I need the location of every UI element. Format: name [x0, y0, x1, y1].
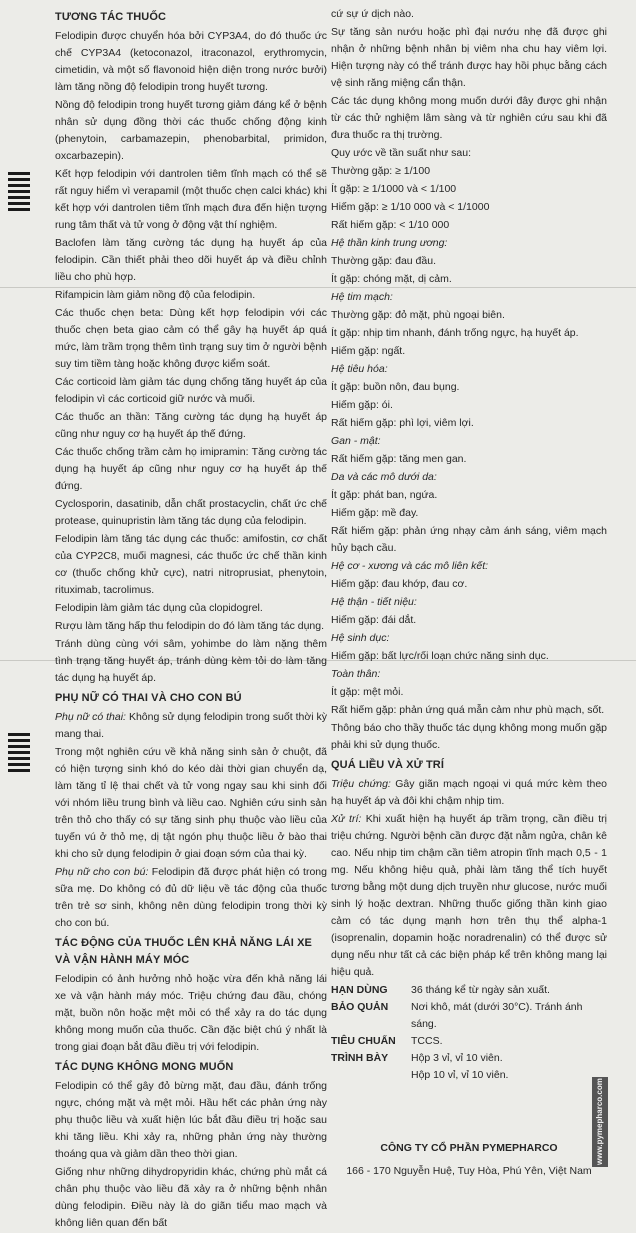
spec-label: HẠN DÙNG [331, 983, 388, 996]
spec-row [331, 1050, 607, 1067]
company-name: CÔNG TY CỔ PHẦN PYMEPHARCO [380, 1141, 558, 1154]
effect-line: Hiếm gặp: mề đay. [331, 507, 419, 519]
effect-line: Ít gặp: buồn nôn, đau bụng. [331, 381, 460, 393]
pack-extra: Hộp 10 vỉ, vỉ 10 viên. [411, 1068, 509, 1081]
continued-paragraph: Sự tăng sản nướu hoặc phì đại nướu nhẹ đã được ghi nhận ở những bệnh nhân bị viêm nha chu hay viêm lợi. Hiện tượng này có thể tránh được hay hồi phục bằng cách vệ sinh răng miệng cẩn thận. [331, 26, 607, 89]
system-heading: Hệ tim mạch: [331, 291, 393, 303]
effect-line: Hiếm gặp: ngất. [331, 345, 406, 357]
effect-line: Rất hiếm gặp: phản ứng nhạy cảm ánh sáng, viêm mạch hủy bạch cầu. [331, 525, 607, 554]
interaction-paragraph: Baclofen làm tăng cường tác dụng hạ huyết áp của felodipin. Cần thiết phải theo dõi huyết áp và điều chỉnh liều cho phù hợp. [55, 236, 327, 283]
report-note: Thông báo cho thầy thuốc tác dụng không mong muốn gặp phải khi sử dụng thuốc. [331, 722, 607, 751]
right-column [331, 6, 607, 1180]
effect-line: Rất hiếm gặp: tăng men gan. [331, 453, 467, 465]
spec-value: TCCS. [411, 1034, 443, 1047]
effect-line: Ít gặp: nhịp tim nhanh, đánh trống ngực, hạ huyết áp. [331, 327, 579, 339]
continued-paragraph: cứ sự ứ dịch nào. [331, 8, 414, 20]
frequency-item: Hiếm gặp: ≥ 1/10 000 và < 1/1000 [331, 201, 490, 213]
website-label: www.pymepharco.com [592, 1077, 608, 1167]
interaction-paragraph: Các thuốc an thần: Tăng cường tác dụng hạ huyết áp cũng như nguy cơ hạ huyết áp thế đứng. [55, 410, 327, 440]
effect-line: Hiếm gặp: ói. [331, 399, 393, 411]
adverse-paragraph: Giống như những dihydropyridin khác, chứng phù mắt cá chân phụ thuộc vào liều đã xảy ra ở những bệnh nhân dùng felodipin. Điều này là do giãn tiểu mao mạch và không liên quan đến bất [55, 1166, 327, 1230]
frequency-list [331, 163, 607, 234]
interaction-paragraph: Các thuốc chẹn beta: Dùng kết hợp felodipin với các thuốc chẹn beta giao cảm có thể gây hạ huyết áp quá mức, làm trầm trọng thêm tình trạng suy tim ở người bệnh suy tim tiềm tàng hoặc không được kiểm soát. [55, 306, 327, 370]
interaction-paragraph: Felodipin làm giảm tác dụng của clopidogrel. [55, 601, 263, 614]
system-heading: Hệ cơ - xương và các mô liên kết: [331, 560, 489, 572]
adverse-heading: TÁC DỤNG KHÔNG MONG MUỐN [55, 1061, 234, 1074]
pregnancy-heading: PHỤ NỮ CÓ THAI VÀ CHO CON BÚ [55, 691, 242, 704]
interaction-paragraph: Tránh dùng cùng với sâm, yohimbe do làm nặng thêm tình trạng tăng huyết áp, tránh dùng kèm tỏi do làm tăng tác dụng hạ huyết áp. [55, 637, 327, 684]
spec-row [331, 1033, 607, 1050]
nursing-paragraph: Phụ nữ cho con bú: Felodipin đã được phát hiện có trong sữa mẹ. Do không có đủ dữ liệu về tác động của thuốc trên trẻ sơ sinh, không nên dùng felodipin trong thời kỳ cho con bú. [55, 865, 327, 929]
effect-line: Ít gặp: mệt mỏi. [331, 686, 404, 698]
driving-heading: TÁC ĐỘNG CỦA THUỐC LÊN KHẢ NĂNG LÁI XE VÀ VẬN HÀNH MÁY MÓC [55, 936, 312, 967]
interaction-paragraph: Rượu làm tăng hấp thu felodipin do đó làm tăng tác dụng. [55, 619, 325, 632]
system-heading: Hệ thần kinh trung ương: [331, 237, 448, 249]
effect-line: Hiếm gặp: đái dắt. [331, 614, 417, 626]
continued-paragraph: Các tác dụng không mong muốn dưới đây được ghi nhận từ các thử nghiệm lâm sàng và từ nghiên cứu sau khi đã đưa thuốc ra thị trường. [331, 95, 607, 141]
effect-line: Hiếm gặp: bất lực/rối loạn chức năng sinh dục. [331, 650, 549, 662]
frequency-item: Rất hiếm gặp: < 1/10 000 [331, 219, 450, 231]
interaction-paragraph: Felodipin làm tăng tác dụng các thuốc: amifostin, cơ chất của CYP2C8, muối magnesi, các thuốc ức chế thần kinh cơ (thuốc chống khử cực), natri nitroprusiat, phenytoin, rituximab, tacrolimus. [55, 532, 327, 596]
spec-value: Nơi khô, mát (dưới 30°C). Tránh ánh sáng. [411, 1000, 583, 1030]
effect-line: Rất hiếm gặp: phản ứng quá mẫn cảm như phù mạch, sốt. [331, 704, 605, 716]
overdose-heading: QUÁ LIỀU VÀ XỬ TRÍ [331, 759, 444, 771]
pregnant-paragraph: Phụ nữ có thai: Không sử dụng felodipin trong suốt thời kỳ mang thai. [55, 710, 327, 740]
system-heading: Gan - mật: [331, 435, 381, 447]
spec-value: Hộp 3 vỉ, vỉ 10 viên. [411, 1051, 503, 1064]
interaction-paragraph: Các corticoid làm giảm tác dụng chống tăng huyết áp của felodipin vì các corticoid giữ nước và muối. [55, 375, 327, 405]
spec-label: BẢO QUẢN [331, 1000, 389, 1013]
effect-line: Hiếm gặp: đau khớp, đau cơ. [331, 578, 468, 590]
adverse-sections [331, 235, 607, 719]
symptoms-paragraph: Triệu chứng: Gây giãn mạch ngoại vi quá mức kèm theo hạ huyết áp và đôi khi chậm nhịp tim. [331, 777, 608, 807]
interaction-paragraph: Các thuốc chống trầm cảm họ imipramin: Tăng cường tác dụng hạ huyết áp cũng như nguy cơ hạ huyết áp thế đứng. [55, 445, 327, 492]
spec-row [331, 999, 607, 1033]
frequency-item: Thường gặp: ≥ 1/100 [331, 165, 431, 177]
frequency-item: Ít gặp: ≥ 1/1000 và < 1/100 [331, 183, 457, 195]
frequency-intro: Quy ước về tần suất như sau: [331, 147, 472, 159]
spec-label: TIÊU CHUẨN [331, 1034, 396, 1047]
effect-line: Thường gặp: đỏ mặt, phù ngoại biên. [331, 309, 505, 321]
interactions-heading: TƯƠNG TÁC THUỐC [55, 11, 167, 23]
interaction-paragraph: Felodipin được chuyển hóa bởi CYP3A4, do đó thuốc ức chế CYP3A4 (ketoconazol, itraconazol, erythromycin, cimetidin, và một số flavonoid hiện diện trong nước bưởi) làm tăng nồng độ felodipin trong huyết tương. [55, 29, 327, 93]
system-heading: Hệ sinh dục: [331, 632, 390, 644]
spec-label: TRÌNH BÀY [331, 1051, 389, 1064]
spec-value: 36 tháng kể từ ngày sản xuất. [411, 983, 550, 996]
interaction-paragraph: Rifampicin làm giảm nồng độ của felodipin. [55, 288, 256, 301]
system-heading: Hệ thận - tiết niệu: [331, 596, 417, 608]
system-heading: Toàn thân: [331, 668, 381, 680]
effect-line: Thường gặp: đau đầu. [331, 255, 436, 267]
system-heading: Da và các mô dưới da: [331, 471, 437, 483]
system-heading: Hệ tiêu hóa: [331, 363, 388, 375]
company-address: 166 - 170 Nguyễn Huệ, Tuy Hòa, Phú Yên, Việt Nam [346, 1164, 592, 1177]
spec-row [331, 982, 607, 999]
treatment-paragraph: Xử trí: Khi xuất hiện hạ huyết áp trầm trọng, cần điều trị triệu chứng. Người bệnh cần được đặt nằm ngửa, chân kê cao. Nếu nhịp tim chậm cần tiêm atropin tĩnh mạch 0,5 - 1 mg. Nếu không hiệu quả, phải làm tăng thể tích huyết tương bằng một dung dịch truyền như glucose, nước muối sinh lý hoặc dextran. Những thuốc giống thần kinh giao cảm có tác dụng mạnh hơn trên thụ thể alpha-1 (isoprenalin, dopamin hoặc noradrenalin) có thể được sử dụng nếu như tất cả các biện pháp kể trên không mang lại hiệu quả. [331, 812, 608, 978]
pregnancy-study: Trong một nghiên cứu về khả năng sinh sản ở chuột, đã có hiện tượng sinh khó do kéo dài thời gian chuyển dạ, làm tăng tỉ lệ thai chết và tử vong ngay sau khi sinh đối với nhóm liều trung bình và liều cao. Nghiên cứu sinh sản trên thỏ cho thấy có sự tăng sinh phụ thuộc vào liều của tuyến vú ở thỏ mẹ, dị tật ngón phụ thuộc liều ở bào thai khi cho sử dụng felodipin ở giai đoạn sớm của thai kỳ. [55, 745, 327, 860]
effect-line: Ít gặp: phát ban, ngứa. [331, 489, 438, 501]
driving-paragraph: Felodipin có ảnh hưởng nhỏ hoặc vừa đến khả năng lái xe và vận hành máy móc. Triệu chứng đau đầu, chóng mặt, buồn nôn hoặc mệt mỏi có thể xảy ra do tác dụng không mong muốn của thuốc. Cần đặc biệt chú ý nhất là trong giai đoạn bắt đầu điều trị với felodipin. [55, 973, 327, 1054]
interaction-paragraph: Kết hợp felodipin với dantrolen tiêm tĩnh mạch có thể sẽ rất nguy hiểm vì verapamil (một thuốc chẹn calci khác) khi kết hợp với dantrolen tiêm tĩnh mạch đưa đến hiện tượng rung tâm thất và tử vong ở động vật thí nghiệm. [55, 167, 327, 231]
effect-line: Ít gặp: chóng mặt, dị cảm. [331, 273, 452, 285]
interaction-paragraph: Nồng độ felodipin trong huyết tương giảm đáng kể ở bệnh nhân sử dụng đồng thời các thuốc chống động kinh (phenytoin, carbamazepin, phenobarbital, primidon, oxcarbazepin). [55, 98, 327, 162]
adverse-paragraph: Felodipin có thể gây đỏ bừng mặt, đau đầu, đánh trống ngực, chóng mặt và mệt mỏi. Hầu hết các phản ứng này phụ thuộc liều và xuất hiện lúc bắt đầu điều trị hoặc sau khi tăng liều. Khi xảy ra, những phản ứng này thường thoáng qua và giảm dần theo thời gian. [55, 1080, 327, 1161]
interaction-paragraph: Cyclosporin, dasatinib, dẫn chất prostacyclin, chất ức chế protease, quinupristin làm tăng tác dụng của felodipin. [55, 497, 327, 527]
spec-table [331, 982, 607, 1067]
effect-line: Rất hiếm gặp: phì lợi, viêm lợi. [331, 417, 474, 429]
left-column [55, 6, 327, 1233]
interactions-list [55, 28, 327, 687]
